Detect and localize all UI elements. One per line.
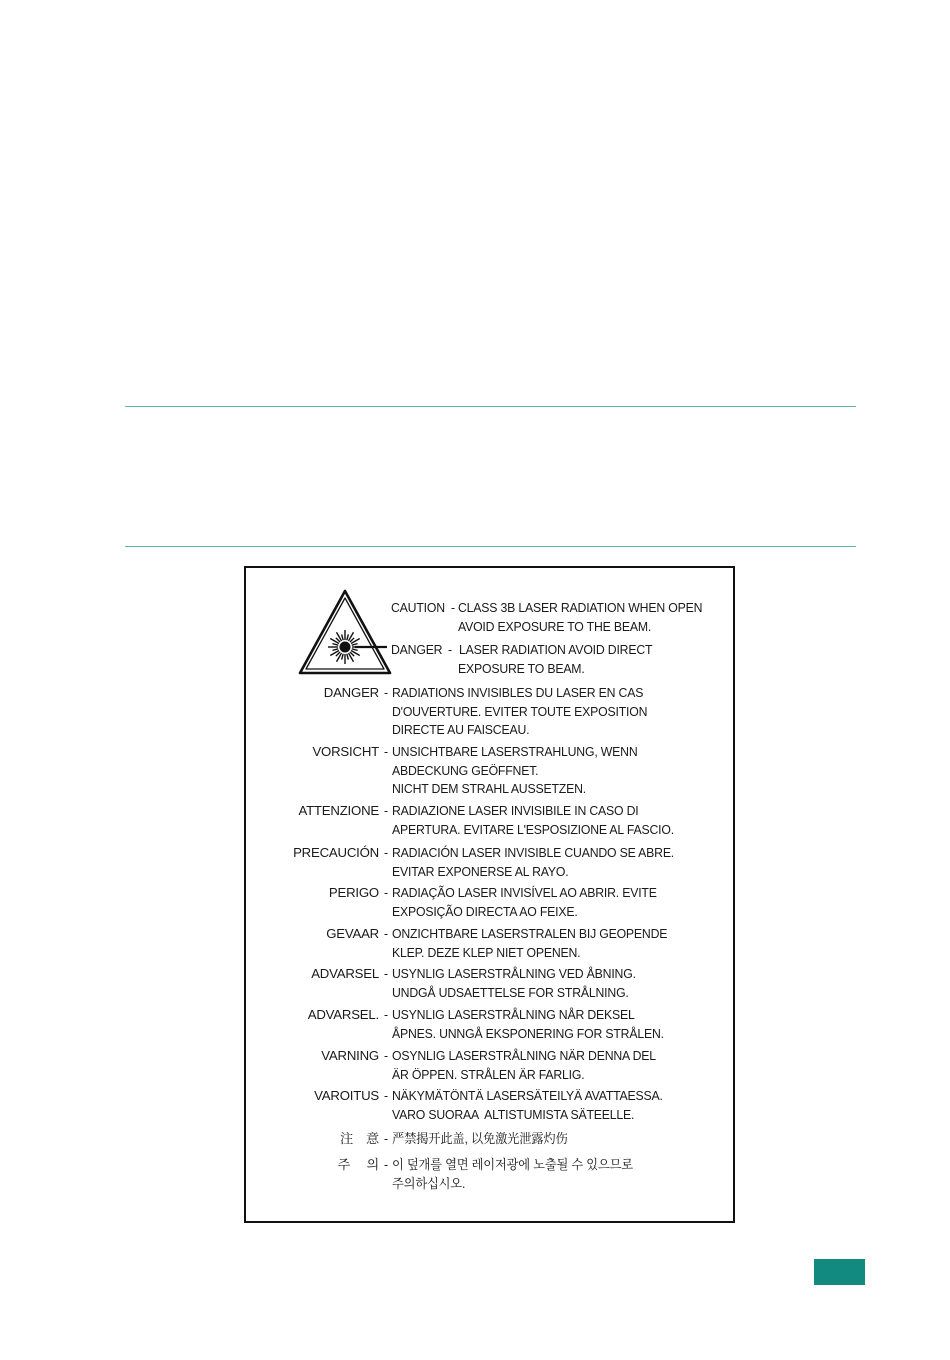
warning-separator: - xyxy=(384,885,388,900)
laser-warning-icon xyxy=(297,587,393,677)
laser-ray xyxy=(332,649,338,651)
warning-line: ÅPNES. UNNGÅ EKSPONERING FOR STRÅLEN. xyxy=(392,1025,664,1041)
warning-line: D'OUVERTURE. EVITER TOUTE EXPOSITION xyxy=(392,703,648,719)
header-separator: - xyxy=(448,642,452,657)
page-tab xyxy=(814,1259,865,1285)
warning-term: VARNING xyxy=(321,1048,379,1063)
warning-term: PRECAUCIÓN xyxy=(293,845,379,860)
warning-term: 注 意 xyxy=(340,1131,379,1146)
warning-separator: - xyxy=(384,1157,388,1172)
warning-separator: - xyxy=(384,845,388,860)
warning-line: ONZICHTBARE LASERSTRALEN BIJ GEOPENDE xyxy=(392,926,668,941)
warning-term: VORSICHT xyxy=(312,744,379,759)
laser-ray xyxy=(352,644,358,646)
warning-term: GEVAAR xyxy=(326,926,379,941)
top-divider xyxy=(125,406,856,407)
header-term: CAUTION xyxy=(391,600,445,615)
header-separator: - xyxy=(451,600,455,615)
warning-line: ÄR ÖPPEN. STRÅLEN ÄR FARLIG. xyxy=(392,1066,585,1082)
laser-ray xyxy=(332,644,338,646)
warning-separator: - xyxy=(384,1048,388,1063)
warning-separator: - xyxy=(384,966,388,981)
warning-line: 严禁揭开此盖, 以免激光泄露灼伤 xyxy=(392,1131,568,1146)
warning-line: RADIAZIONE LASER INVISIBILE IN CASO DI xyxy=(392,803,639,818)
laser-ray xyxy=(352,649,358,651)
warning-line: KLEP. DEZE KLEP NIET OPENEN. xyxy=(392,944,581,960)
header-line: CLASS 3B LASER RADIATION WHEN OPEN xyxy=(458,600,703,615)
warning-line: UNSICHTBARE LASERSTRAHLUNG, WENN xyxy=(392,744,638,759)
warning-separator: - xyxy=(384,685,388,700)
warning-term: ATTENZIONE xyxy=(298,803,379,818)
warning-line: USYNLIG LASERSTRÅLNING NÅR DEKSEL xyxy=(392,1007,635,1022)
warning-separator: - xyxy=(384,1007,388,1022)
warning-line: VARO SUORAA ALTISTUMISTA SÄTEELLE. xyxy=(392,1106,635,1122)
warning-line: NÄKYMÄTÖNTÄ LASERSÄTEILYÄ AVATTAESSA. xyxy=(392,1088,663,1103)
warning-term: PERIGO xyxy=(328,885,379,900)
warning-term: ADVARSEL xyxy=(311,966,379,981)
warning-term: 주 의 xyxy=(337,1157,379,1172)
warning-line: OSYNLIG LASERSTRÅLNING NÄR DENNA DEL xyxy=(392,1048,656,1063)
warning-separator: - xyxy=(384,1131,388,1146)
warning-line: RADIACIÓN LASER INVISIBLE CUANDO SE ABRE. xyxy=(392,845,675,860)
header-line: LASER RADIATION AVOID DIRECT xyxy=(459,642,653,657)
warning-separator: - xyxy=(384,1088,388,1103)
laser-ray xyxy=(342,654,344,660)
warning-term: VAROITUS xyxy=(314,1088,379,1103)
header-line: AVOID EXPOSURE TO THE BEAM. xyxy=(458,618,652,634)
warning-separator: - xyxy=(384,744,388,759)
warning-line: 이 덮개를 열면 레이저광에 노출될 수 있으므로 xyxy=(392,1157,633,1172)
warning-line: EXPOSIÇÃO DIRECTA AO FEIXE. xyxy=(392,903,578,919)
laser-ray xyxy=(347,654,349,660)
laser-ray xyxy=(342,634,344,640)
warning-line: USYNLIG LASERSTRÅLNING VED ÅBNING. xyxy=(392,966,636,981)
warning-line: EVITAR EXPONERSE AL RAYO. xyxy=(392,863,569,879)
bottom-divider xyxy=(125,546,856,547)
warning-line: DIRECTE AU FAISCEAU. xyxy=(392,722,530,737)
laser-warning-label xyxy=(244,566,735,1223)
warning-line: UNDGÅ UDSAETTELSE FOR STRÅLNING. xyxy=(392,984,629,1000)
warning-term: ADVARSEL. xyxy=(307,1007,379,1022)
laser-ray xyxy=(347,634,349,640)
warning-line: RADIAÇÃO LASER INVISÍVEL AO ABRIR. EVITE xyxy=(392,885,657,900)
warning-line: RADIATIONS INVISIBLES DU LASER EN CAS xyxy=(392,685,644,700)
warning-term: DANGER xyxy=(323,685,379,700)
warning-separator: - xyxy=(384,803,388,818)
header-term: DANGER xyxy=(391,642,443,657)
warning-line: NICHT DEM STRAHL AUSSETZEN. xyxy=(392,781,586,796)
warning-line: ABDECKUNG GEÖFFNET. xyxy=(392,762,539,778)
header-line: EXPOSURE TO BEAM. xyxy=(458,660,585,676)
warning-separator: - xyxy=(384,926,388,941)
warning-line: 주의하십시오. xyxy=(392,1175,466,1191)
warning-line: APERTURA. EVITARE L'ESPOSIZIONE AL FASCIO. xyxy=(392,821,674,837)
